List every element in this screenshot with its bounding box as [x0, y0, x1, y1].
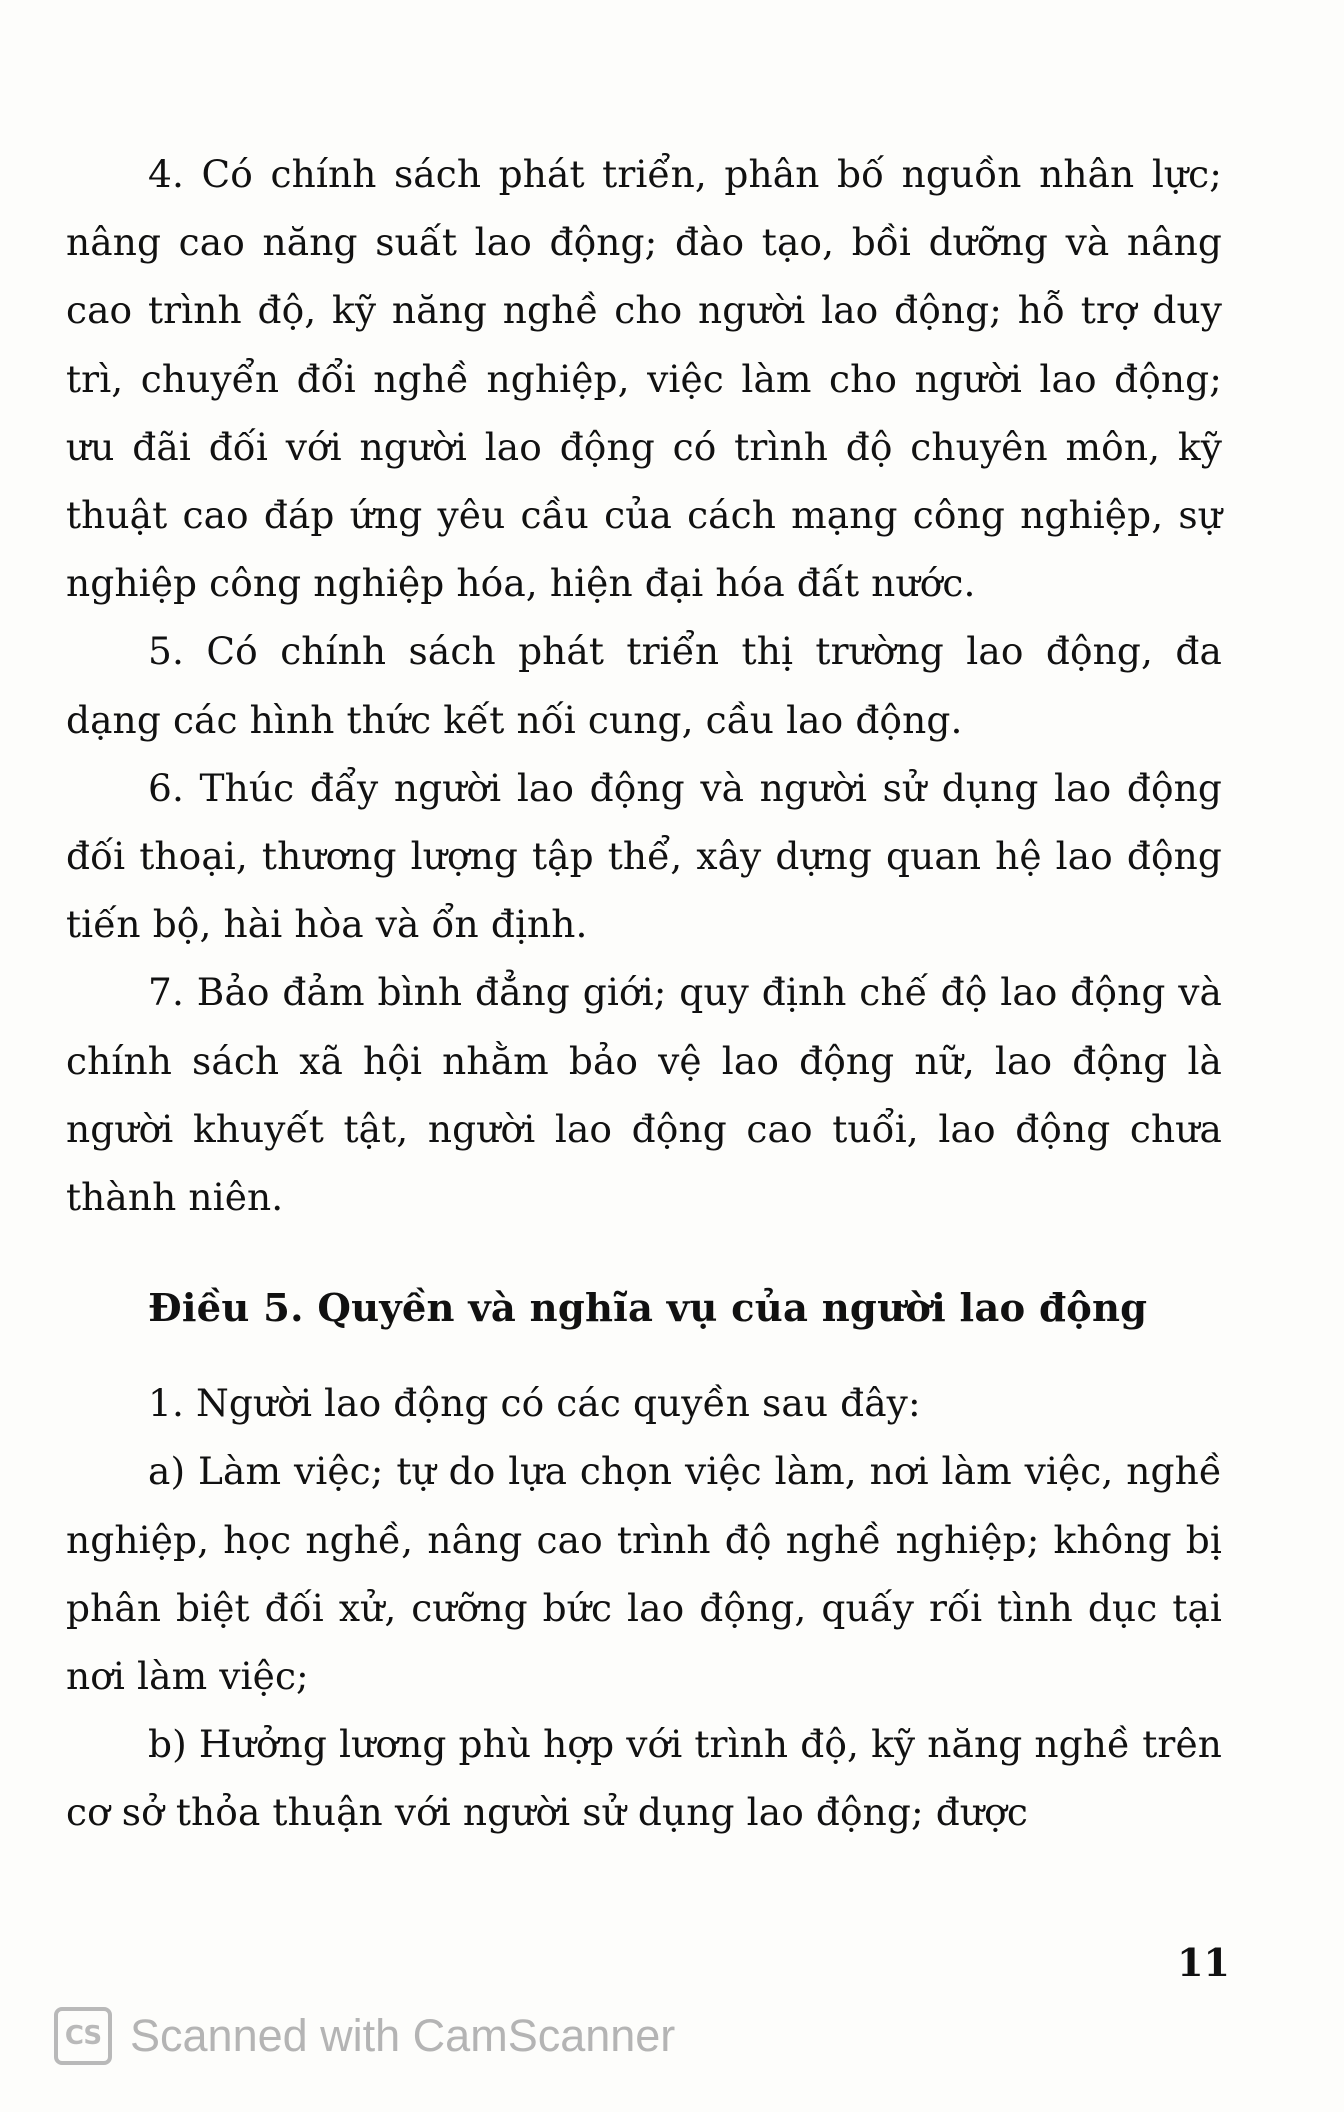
paragraph-item-4: 4. Có chính sách phát triển, phân bố nguồn nhân lực; nâng cao năng suất lao động; đào tạo, bồi dưỡng và nâng cao trình độ, kỹ năng nghề cho người lao động; hỗ trợ duy trì, chuyển đổi nghề nghiệp, việc làm cho người lao động; ưu đãi đối với người lao động có trình độ chuyên môn, kỹ thuật cao đáp ứng yêu cầu của cách mạng công nghiệp, sự nghiệp công nghiệp hóa, hiện đại hóa đất nước. [66, 152, 1222, 606]
camscanner-logo-icon [54, 2007, 112, 2065]
page-number: 11 [1177, 1940, 1230, 1985]
article-heading: Điều 5. Quyền và nghĩa vụ của người lao động [148, 1286, 1148, 1332]
watermark-caption: Scanned with CamScanner [130, 2010, 676, 2061]
camscanner-logo-text: CS [64, 2021, 102, 2051]
paragraph-item-6: 6. Thúc đẩy người lao động và người sử dụng lao động đối thoại, thương lượng tập thể, xây dựng quan hệ lao động tiến bộ, hài hòa và ổn định. [66, 765, 1222, 947]
document-body [66, 140, 1222, 1847]
paragraph-item-7: 7. Bảo đảm bình đẳng giới; quy định chế độ lao động và chính sách xã hội nhằm bảo vệ lao động nữ, lao động là người khuyết tật, người lao động cao tuổi, lao động chưa thành niên. [66, 970, 1222, 1220]
paragraph-item-5: 5. Có chính sách phát triển thị trường lao động, đa dạng các hình thức kết nối cung, cầu lao động. [66, 629, 1222, 742]
paragraph-point-a: a) Làm việc; tự do lựa chọn việc làm, nơi làm việc, nghề nghiệp, học nghề, nâng cao trình độ nghề nghiệp; không bị phân biệt đối xử, cưỡng bức lao động, quấy rối tình dục tại nơi làm việc; [66, 1449, 1222, 1699]
camscanner-watermark [54, 2000, 675, 2072]
paragraph-clause-1: 1. Người lao động có các quyền sau đây: [148, 1381, 921, 1426]
paragraph-point-b: b) Hưởng lương phù hợp với trình độ, kỹ năng nghề trên cơ sở thỏa thuận với người sử dụng lao động; được [66, 1722, 1222, 1835]
